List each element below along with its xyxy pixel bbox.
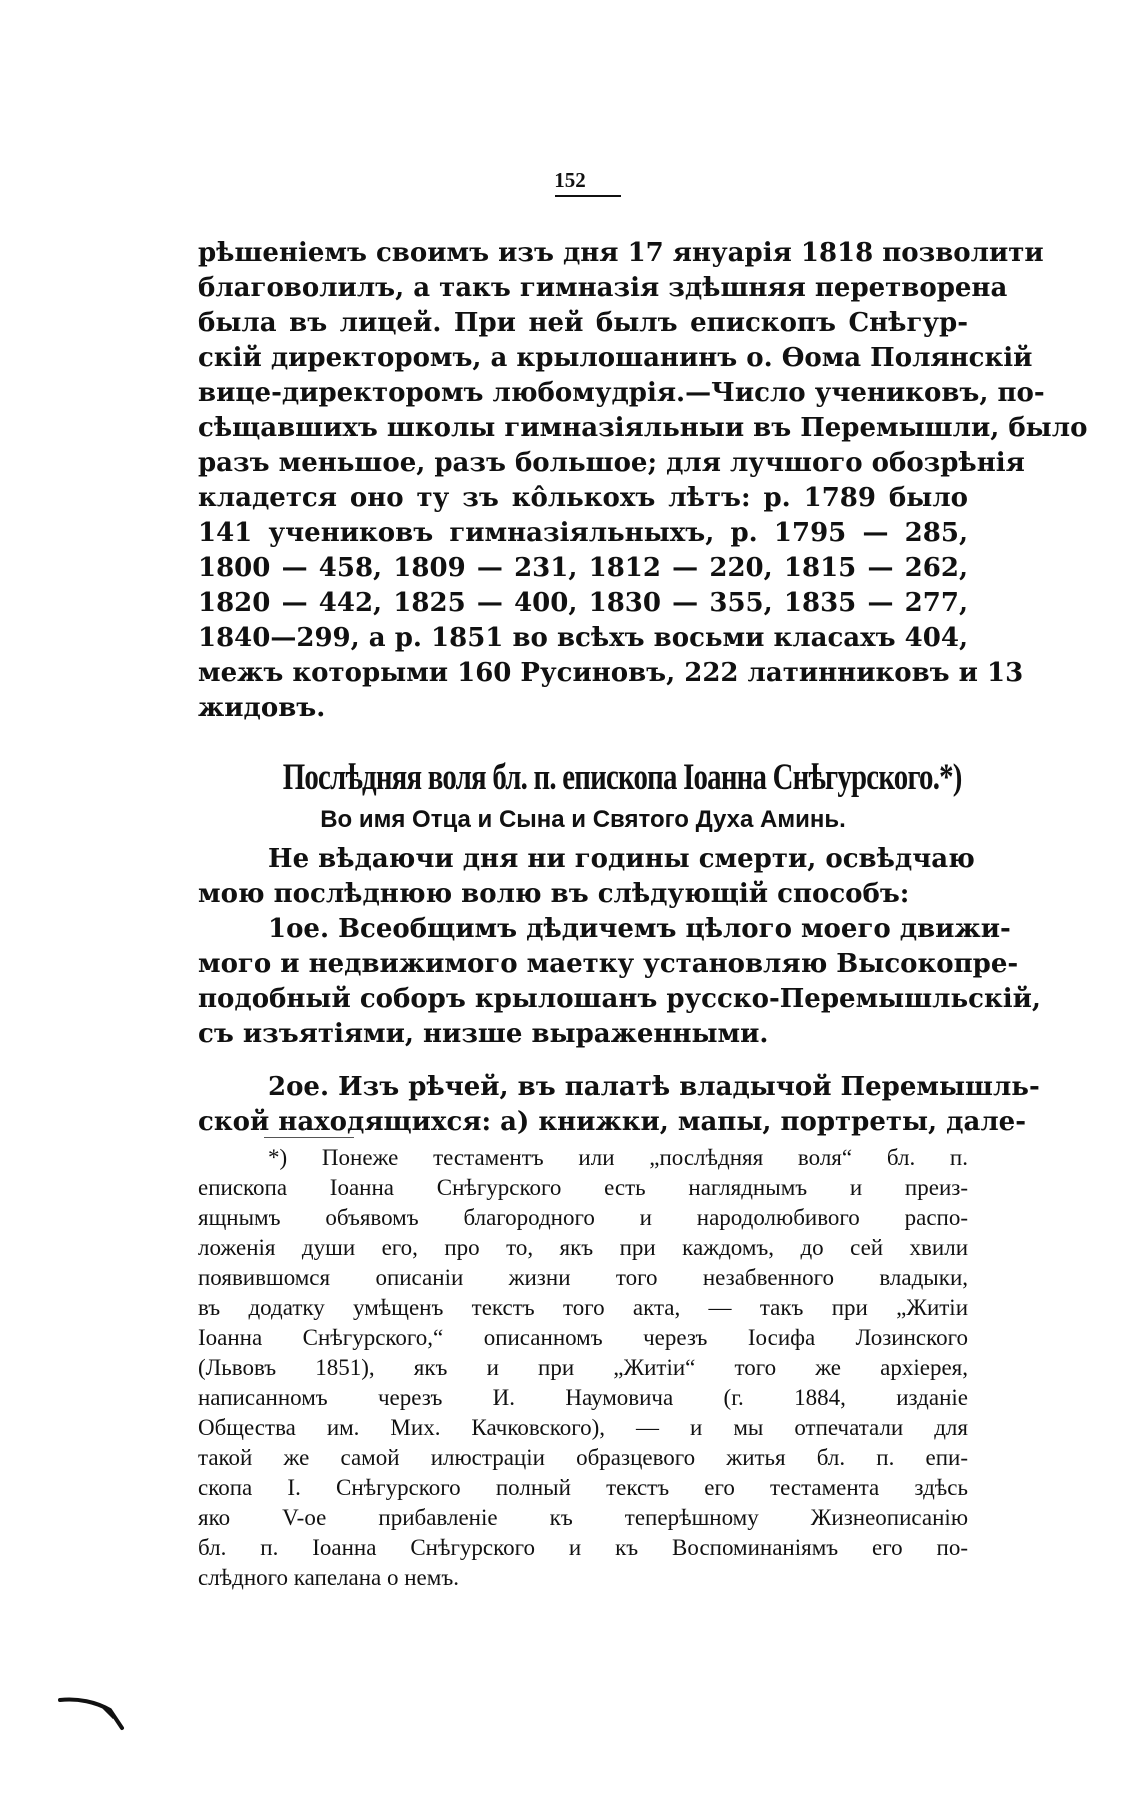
will-text [198,842,1041,1140]
footnote-line: ложенія души его, про то, якъ при каждомъ, до сей хвили [198,1235,968,1260]
page-number: 152 [554,168,586,192]
footnote-line: слѣдного капелана о немъ. [198,1565,459,1590]
body-line: рѣшеніемъ своимъ изъ дня 17 януарія 1818 позволити [198,238,1044,268]
will-line: 1ое. Всеобщимъ дѣдичемъ цѣлого моего движи- [268,914,1011,944]
footnote-line: появившомся описаніи жизни того незабвенного владыки, [198,1265,968,1290]
body-line: вице-директоромъ любомудрія.—Число учениковъ, по- [198,378,1045,408]
body-line: жидовъ. [198,693,326,723]
footnote-line: въ додатку умѣщенъ текстъ того акта, — такъ при „Житіи [198,1295,968,1320]
will-line: ской находящихся: а) книжки, мапы, портреты, дале- [198,1107,1026,1137]
footnote-line: епископа Іоанна Снѣгурского есть нагляднымъ и преиз- [198,1175,968,1200]
page-number-rule [555,195,621,197]
body-line: 1840—299, а р. 1851 во всѣхъ восьми класахъ 404, [198,623,968,653]
will-line: мого и недвижимого маетку установляю Высокопре- [198,949,1019,979]
body-line: 141 учениковъ гимназіяльныхъ, р. 1795 — 285, [198,518,968,548]
body-line: межъ которыми 160 Русиновъ, 222 латинниковъ и 13 [198,658,1024,688]
body-line: кладется оно ту зъ кôлькохъ лѣтъ: р. 1789 было [198,483,968,513]
will-line: мою послѣднюю волю въ слѣдующій способъ: [198,879,910,909]
footnote-line: ящнымъ объявомъ благородного и народолюбивого распо- [198,1205,968,1230]
body-line: 1820 — 442, 1825 — 400, 1830 — 355, 1835 — 277, [198,588,968,618]
body-line: 1800 — 458, 1809 — 231, 1812 — 220, 1815 — 262, [198,553,968,583]
footnote-line: Іоанна Снѣгурского,“ описанномъ черезъ Іосифа Лозинского [198,1325,968,1350]
footnote-line: (Львовъ 1851), якъ и при „Житіи“ того же архіерея, [198,1355,968,1380]
will-line: Не вѣдаючи дня ни годины смерти, освѣдчаю [268,844,975,874]
footnote-line: яко V-ое прибавленіе къ теперѣшному Жизнеописанію [198,1505,968,1530]
will-line: подобный соборъ крылошанъ русско-Перемышльскій, [198,984,1041,1014]
body-text [198,236,1088,726]
section-title: Послѣдняя воля бл. п. епископа Іоанна Снѣгурского.*) [282,757,962,798]
body-line: благоволилъ, а такъ гимназія здѣшняя перетворена [198,273,1008,303]
footnote-line: скопа І. Снѣгурского полный текстъ его тестамента здѣсь [198,1475,968,1500]
footnote-line: написанномъ черезъ И. Наумовича (г. 1884, изданіе [198,1385,968,1410]
body-line: сѣщавшихъ школы гимназіяльныи въ Перемышли, было [198,413,1088,443]
body-line: была въ лицей. При ней былъ епископъ Снѣгур- [198,308,968,338]
body-line: разъ меньшое, разъ большое; для лучшого обозрѣнія [198,448,1025,478]
footnote-line: Общества им. Мих. Качковского), — и мы отпечатали для [198,1415,968,1440]
body-line: скій директоромъ, а крылошанинъ о. Ѳома Полянскій [198,343,1033,373]
footnote-line: такой же самой илюстраціи образцевого житья бл. п. епи- [198,1445,968,1470]
footnote-line: *) Понеже тестаментъ или „послѣдняя воля“ бл. п. [268,1145,968,1170]
margin-ink-mark [58,1692,128,1732]
will-line: 2ое. Изъ рѣчей, въ палатѣ владычой Перемышль- [268,1072,1040,1102]
footnote-line: бл. п. Іоанна Снѣгурского и къ Воспоминаніямъ его по- [198,1535,968,1560]
section-subtitle: Во имя Отца и Сына и Святого Духа Аминь. [320,806,846,833]
footnote-rule [264,1137,354,1138]
will-line: съ изъятіями, низше выраженными. [198,1019,769,1049]
footnote [198,1143,968,1593]
